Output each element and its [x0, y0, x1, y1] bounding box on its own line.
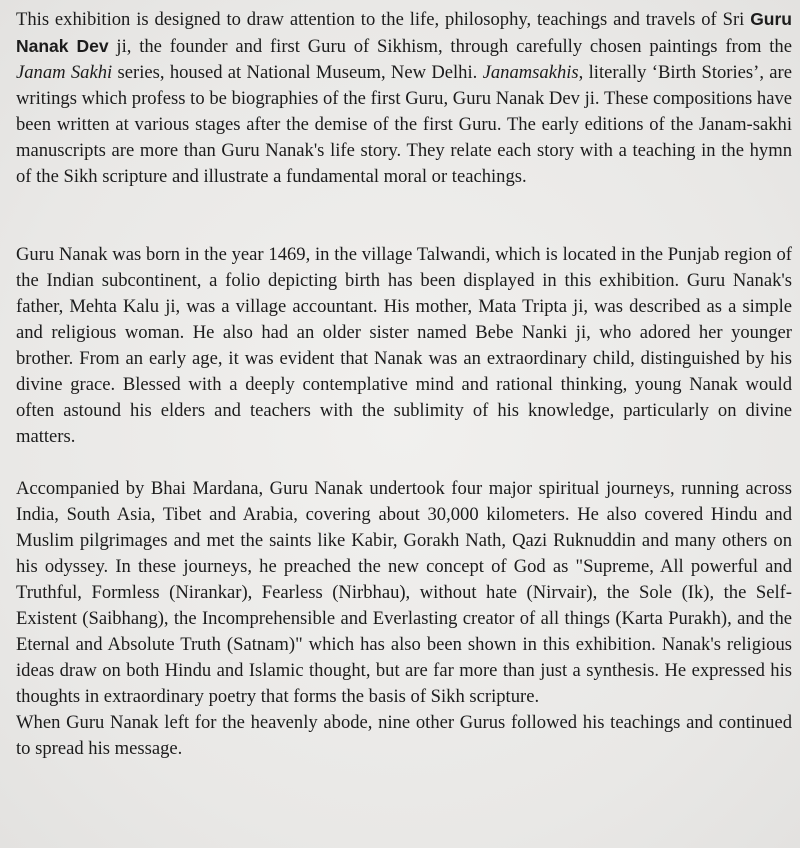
closing-paragraph: When Guru Nanak left for the heavenly abode, nine other Gurus followed his teachings and continued to spread his message.: [16, 712, 792, 759]
exhibition-text-panel: [16, 6, 792, 762]
intro-paragraph: [16, 6, 792, 190]
intro-text-3: series, housed at National Museum, New Delhi.: [112, 62, 483, 83]
birth-paragraph: Guru Nanak was born in the year 1469, in the village Talwandi, which is located in the Punjab region of the Indian subcontinent, a folio depicting birth has been displayed in this exhibition. Guru Nanak's father, Mehta Kalu ji, was a village accountant. His mother, Mata Tripta ji, was described as a simple and religious woman. He also had an older sister named Bebe Nanki ji, who adored her younger brother. From an early age, it was evident that Nanak was an extraordinary child, distinguished by his divine grace. Blessed with a deeply contemplative mind and rational thinking, young Nanak would often astound his elders and teachers with the sublimity of his knowledge, particularly on divine matters.: [16, 244, 792, 447]
janamsakhis-italic: Janamsakhis: [482, 62, 579, 83]
journeys-paragraph: Accompanied by Bhai Mardana, Guru Nanak undertook four major spiritual journeys, running across India, South Asia, Tibet and Arabia, covering about 30,000 kilometers. He also covered Hindu and Muslim pilgrimages and met the saints like Kabir, Gorakh Nath, Qazi Ruknuddin and many others on his odyssey. In these journeys, he preached the new concept of God as "Supreme, All powerful and Truthful, Formless (Nirankar), Fearless (Nirbhau), without hate (Nirvair), the Sole (Ik), the Self-Existent (Saibhang), the Incomprehensible and Everlasting creator of all things (Karta Purakh), and the Eternal and Absolute Truth (Satnam)" which has also been shown in this exhibition. Nanak's religious ideas draw on both Hindu and Islamic thought, but are far more than just a synthesis. He expressed his thoughts in extraordinary poetry that forms the basis of Sikh scripture.: [16, 478, 792, 707]
guru-name-bold: Guru Nanak Dev: [16, 9, 792, 56]
intro-text-4: , literally ‘Birth Stories’, are writings which profess to be biographies of the first Guru, Guru Nanak Dev ji. These compositions have been written at various stages after the demise of the first Guru. The early editions of the Janam-sakhi manuscripts are more than Guru Nanak's life story. They relate each story with a teaching in the hymn of the Sikh scripture and illustrate a fundamental moral or teachings.: [16, 62, 792, 187]
janam-sakhi-italic: Janam Sakhi: [16, 62, 113, 83]
intro-text-1: This exhibition is designed to draw attention to the life, philosophy, teachings and travels of Sri: [16, 9, 751, 30]
intro-text-2: ji, the founder and first Guru of Sikhism, through carefully chosen paintings from the: [108, 36, 792, 57]
